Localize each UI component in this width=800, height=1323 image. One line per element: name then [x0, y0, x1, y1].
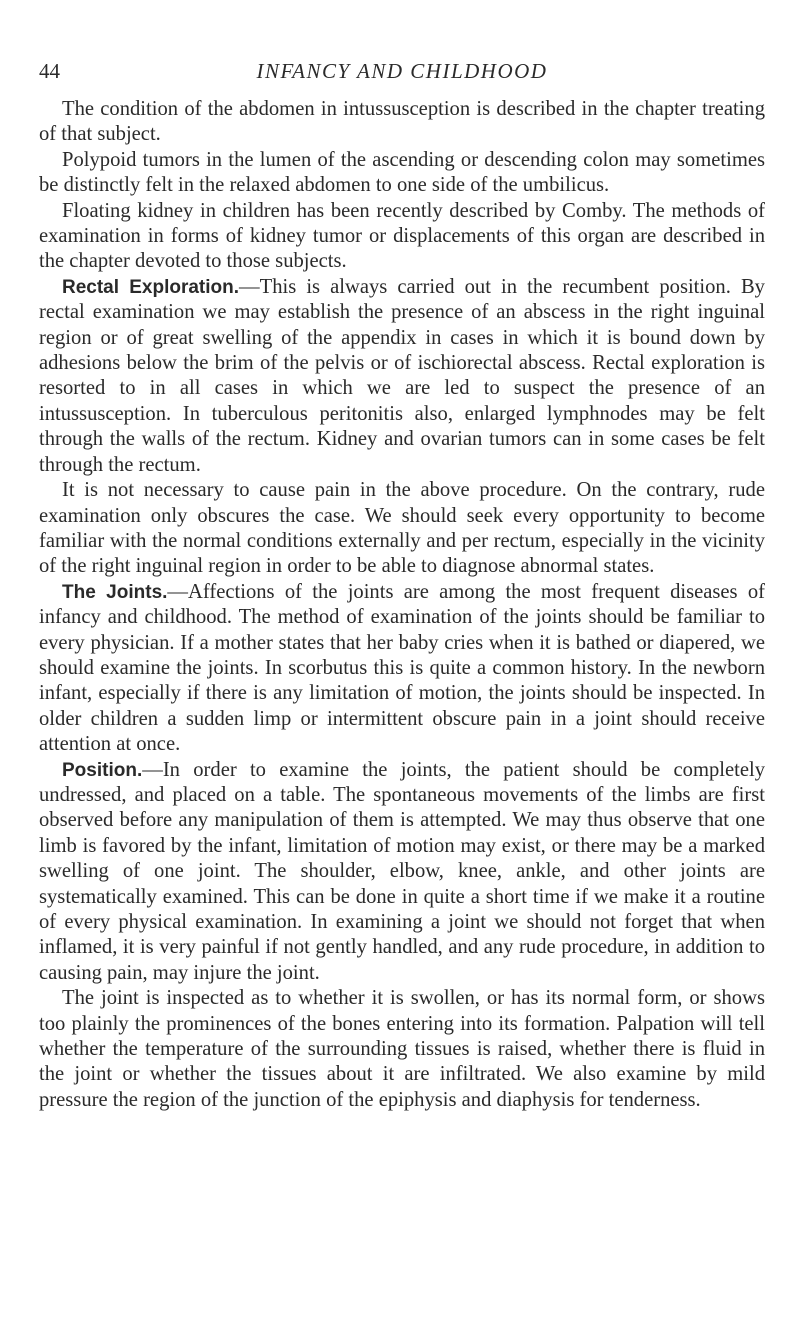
- book-page: [39, 56, 765, 1113]
- body-text: [39, 97, 765, 1113]
- section-heading-position: Position.: [62, 759, 143, 781]
- paragraph-text: It is not necessary to cause pain in the above procedure. On the contrary, rude examination only obscures the case. We should seek every opportunity to become familiar with the normal conditions externally and per rectum, especially in the vicinity of the right inguinal region in order to be able to diagnose abnormal states.: [39, 479, 765, 578]
- paragraph: [39, 199, 765, 275]
- section-heading-rectal-exploration: Rectal Exploration.: [62, 276, 240, 298]
- paragraph: [39, 580, 765, 758]
- paragraph-text: —This is always carried out in the recumbent position. By rectal examination we may establish the presence of an abscess in the right inguinal region or of great swelling of the appendix in cases in which it is bound down by adhesions below the brim of the pelvis or of ischiorectal abscess. Rectal exploration is resorted to in all cases in which we are led to suspect the presence of an intussusception. In tuberculous peritonitis also, enlarged lymphnodes may be felt through the walls of the rectum. Kidney and ovarian tumors can in some cases be felt through the rectum.: [39, 275, 765, 476]
- paragraph: [39, 758, 765, 987]
- paragraph-text: —In order to examine the joints, the patient should be completely undressed, and placed on a table. The spontaneous movements of the limbs are first observed before any manipulation of them is attempted. We may thus observe that one limb is favored by the infant, limitation of motion may exist, or there may be a marked swelling of one joint. The shoulder, elbow, knee, ankle, and other joints are systematically examined. This can be done in quite a short time if we make it a routine of every physical examination. In examining a joint we should not forget that when inflamed, it is very painful if not gently handled, and any rude procedure, in addition to causing pain, may injure the joint.: [39, 758, 765, 984]
- paragraph: [39, 275, 765, 478]
- paragraph-text: —Affections of the joints are among the most frequent diseases of infancy and childhood. The method of examination of the joints should be familiar to every physician. If a mother states that her baby cries when it is bathed or diapered, we should examine the joints. In scorbutus this is quite a common history. In the newborn infant, especially if there is any limitation of motion, the joints should be inspected. In older children a sudden limp or intermittent obscure pain in a joint should receive attention at once.: [39, 580, 766, 756]
- paragraph-text: Floating kidney in children has been recently described by Comby. The methods of examination in forms of kidney tumor or displacements of this organ are described in the chapter devoted to those subjects.: [39, 199, 765, 273]
- paragraph: [39, 478, 765, 580]
- running-title: INFANCY AND CHILDHOOD: [256, 59, 548, 83]
- section-heading-the-joints: The Joints.: [62, 581, 168, 603]
- paragraph-text: The joint is inspected as to whether it is swollen, or has its normal form, or shows too plainly the prominences of the bones entering into its formation. Palpation will tell whether the temperature of the surrounding tissues is raised, whether there is fluid in the joint or whether the tissues about it are infiltrated. We also examine by mild pressure the region of the junction of the epiphysis and diaphysis for tenderness.: [39, 987, 765, 1111]
- paragraph: [39, 148, 765, 199]
- paragraph-text: The condition of the abdomen in intussusception is described in the chapter treating of that subject.: [39, 98, 765, 146]
- running-head: [39, 56, 765, 86]
- paragraph: [39, 97, 765, 148]
- paragraph: [39, 986, 765, 1113]
- page-number: 44: [39, 59, 60, 83]
- paragraph-text: Polypoid tumors in the lumen of the ascending or descending colon may sometimes be distinctly felt in the relaxed abdomen to one side of the umbilicus.: [39, 148, 765, 197]
